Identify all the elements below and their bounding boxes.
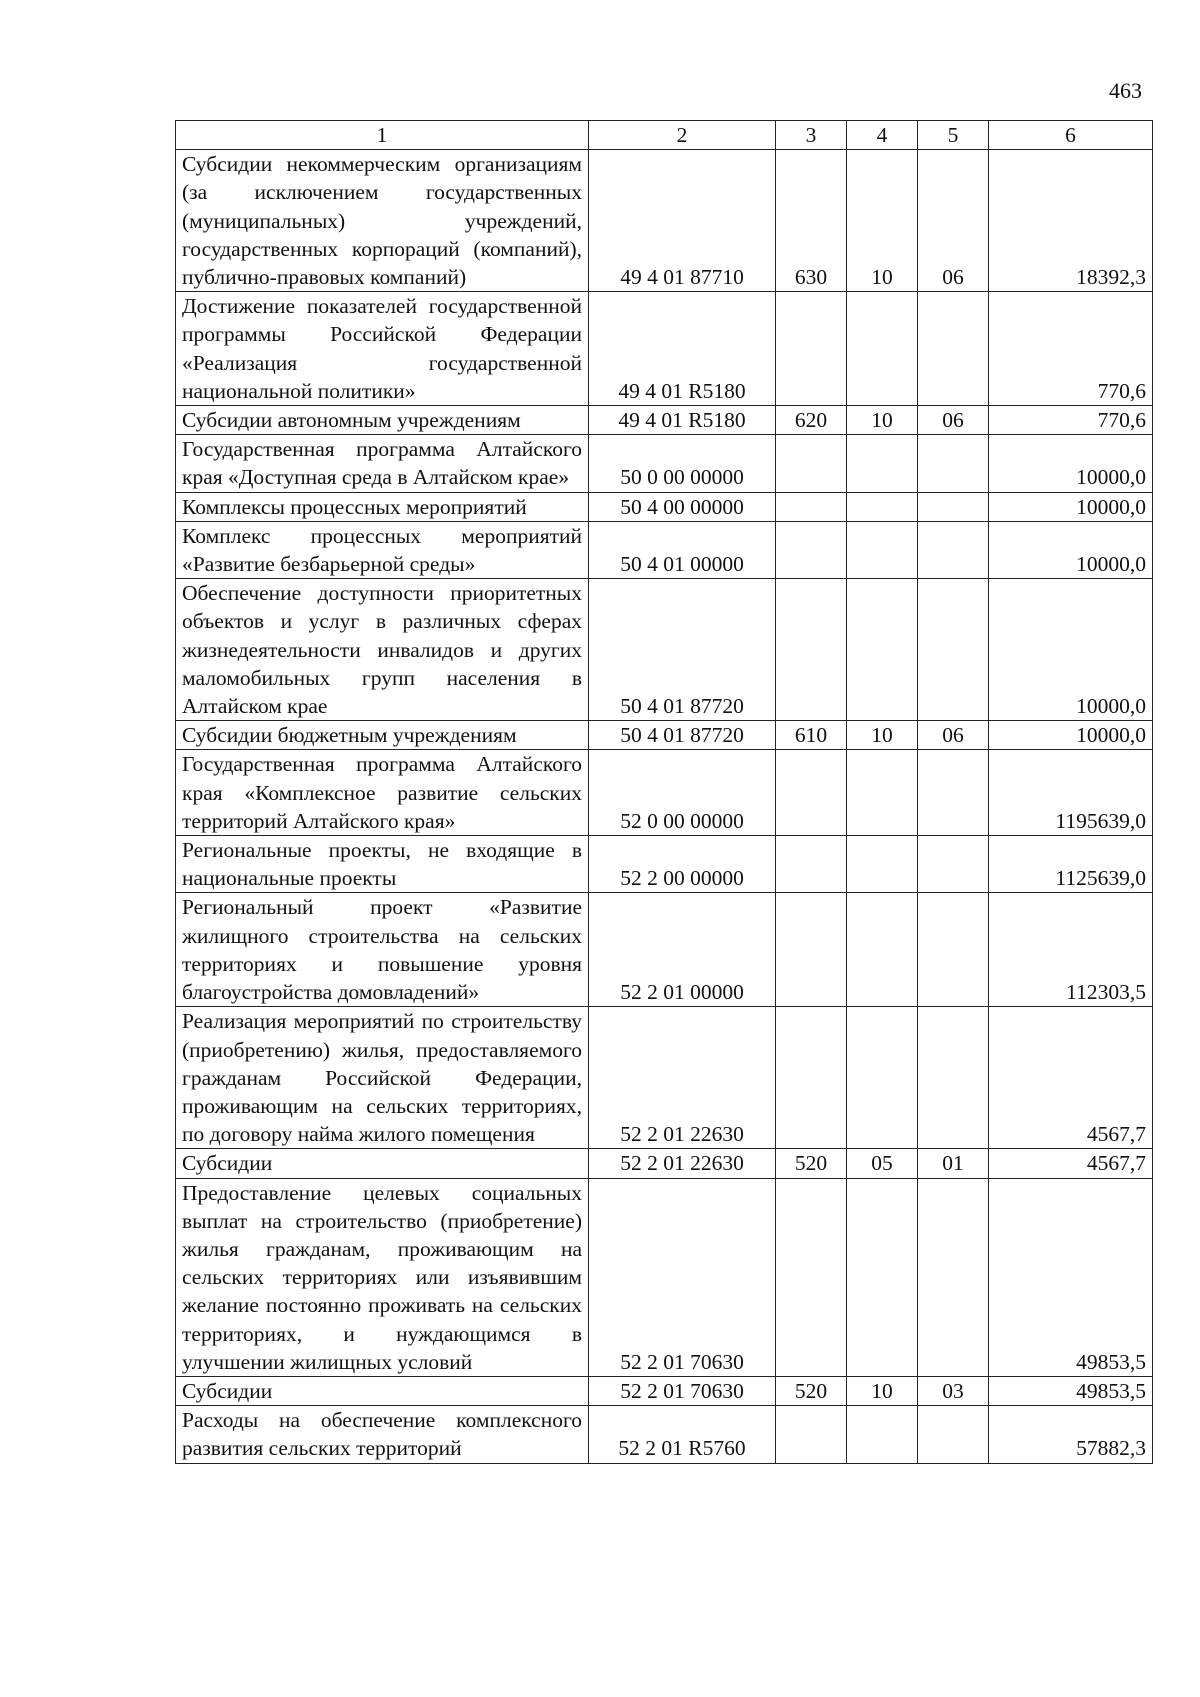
row-column5-cell	[918, 750, 989, 836]
table-row	[176, 579, 1153, 721]
row-amount-cell: 10000,0	[989, 521, 1153, 578]
row-code-cell: 52 0 00 00000	[589, 750, 776, 836]
row-column4-cell	[847, 1178, 918, 1376]
row-column4-cell	[847, 521, 918, 578]
row-column4-cell	[847, 1007, 918, 1149]
table-header	[176, 121, 1153, 150]
row-code-cell: 52 2 01 22630	[589, 1149, 776, 1178]
column-header-1: 1	[176, 121, 589, 150]
row-column5-cell	[918, 435, 989, 492]
table-row	[176, 492, 1153, 521]
row-name-cell: Расходы на обеспечение комплексного развития сельских территорий	[176, 1406, 589, 1463]
row-column4-cell	[847, 292, 918, 406]
row-name-cell: Обеспечение доступности приоритетных объектов и услуг в различных сферах жизнедеятельности инвалидов и других маломобильных групп населения в Алтайском крае	[176, 579, 589, 721]
row-amount-cell: 770,6	[989, 406, 1153, 435]
table-row	[176, 292, 1153, 406]
row-column5-cell: 03	[918, 1376, 989, 1405]
row-column4-cell	[847, 579, 918, 721]
row-column3-cell	[776, 893, 847, 1007]
row-column3-cell	[776, 579, 847, 721]
row-column5-cell	[918, 1406, 989, 1463]
row-column3-cell: 520	[776, 1376, 847, 1405]
row-column3-cell: 520	[776, 1149, 847, 1178]
row-code-cell: 49 4 01 87710	[589, 150, 776, 292]
row-name-cell: Комплексы процессных мероприятий	[176, 492, 589, 521]
row-code-cell: 50 0 00 00000	[589, 435, 776, 492]
row-column4-cell: 10	[847, 150, 918, 292]
column-header-5: 5	[918, 121, 989, 150]
row-column5-cell	[918, 1007, 989, 1149]
row-column3-cell	[776, 836, 847, 893]
row-column4-cell	[847, 1406, 918, 1463]
row-code-cell: 50 4 01 87720	[589, 579, 776, 721]
row-amount-cell: 10000,0	[989, 721, 1153, 750]
row-column4-cell	[847, 836, 918, 893]
row-code-cell: 50 4 01 00000	[589, 521, 776, 578]
table-row	[176, 150, 1153, 292]
row-column3-cell	[776, 1178, 847, 1376]
row-column4-cell: 10	[847, 406, 918, 435]
row-column4-cell	[847, 492, 918, 521]
row-code-cell: 52 2 01 70630	[589, 1376, 776, 1405]
row-column3-cell	[776, 492, 847, 521]
row-column5-cell	[918, 492, 989, 521]
row-name-cell: Реализация мероприятий по строительству (приобретению) жилья, предоставляемого гражданам Российской Федерации, проживающим на сельских территориях, по договору найма жилого помещения	[176, 1007, 589, 1149]
table-row	[176, 1007, 1153, 1149]
row-amount-cell: 4567,7	[989, 1149, 1153, 1178]
row-code-cell: 52 2 01 R5760	[589, 1406, 776, 1463]
row-amount-cell: 1125639,0	[989, 836, 1153, 893]
row-name-cell: Субсидии бюджетным учреждениям	[176, 721, 589, 750]
row-name-cell: Региональные проекты, не входящие в национальные проекты	[176, 836, 589, 893]
row-column3-cell	[776, 1406, 847, 1463]
row-amount-cell: 1195639,0	[989, 750, 1153, 836]
table-row	[176, 1406, 1153, 1463]
row-column4-cell: 05	[847, 1149, 918, 1178]
row-name-cell: Субсидии	[176, 1376, 589, 1405]
table-row	[176, 836, 1153, 893]
header-row	[176, 121, 1153, 150]
table-row	[176, 893, 1153, 1007]
column-header-2: 2	[589, 121, 776, 150]
row-column5-cell: 06	[918, 150, 989, 292]
column-header-4: 4	[847, 121, 918, 150]
row-column3-cell: 620	[776, 406, 847, 435]
row-column3-cell	[776, 750, 847, 836]
row-code-cell: 49 4 01 R5180	[589, 406, 776, 435]
row-column4-cell	[847, 435, 918, 492]
row-name-cell: Предоставление целевых социальных выплат на строительство (приобретение) жилья гражданам, проживающим на сельских территориях или изъявившим желание постоянно проживать на сельских территориях, и нуждающимся в улучшении жилищных условий	[176, 1178, 589, 1376]
page-number: 463	[1109, 78, 1142, 103]
row-column5-cell	[918, 893, 989, 1007]
row-column5-cell: 01	[918, 1149, 989, 1178]
row-column5-cell	[918, 292, 989, 406]
table-row	[176, 1376, 1153, 1405]
row-column5-cell	[918, 836, 989, 893]
row-column5-cell: 06	[918, 406, 989, 435]
column-header-3: 3	[776, 121, 847, 150]
row-amount-cell: 57882,3	[989, 1406, 1153, 1463]
table-row	[176, 1178, 1153, 1376]
row-column4-cell	[847, 750, 918, 836]
budget-table	[175, 120, 1153, 1464]
row-code-cell: 49 4 01 R5180	[589, 292, 776, 406]
row-column3-cell	[776, 292, 847, 406]
row-name-cell: Комплекс процессных мероприятий «Развитие безбарьерной среды»	[176, 521, 589, 578]
row-code-cell: 52 2 01 00000	[589, 893, 776, 1007]
table-row	[176, 406, 1153, 435]
row-name-cell: Государственная программа Алтайского края «Комплексное развитие сельских территорий Алтайского края»	[176, 750, 589, 836]
row-column3-cell: 630	[776, 150, 847, 292]
row-code-cell: 50 4 01 87720	[589, 721, 776, 750]
row-column3-cell	[776, 1007, 847, 1149]
table-row	[176, 750, 1153, 836]
table-row	[176, 721, 1153, 750]
row-amount-cell: 4567,7	[989, 1007, 1153, 1149]
row-name-cell: Достижение показателей государственной программы Российской Федерации «Реализация государственной национальной политики»	[176, 292, 589, 406]
row-code-cell: 50 4 00 00000	[589, 492, 776, 521]
row-amount-cell: 10000,0	[989, 492, 1153, 521]
table-body	[176, 150, 1153, 1463]
row-column4-cell: 10	[847, 1376, 918, 1405]
table-row	[176, 1149, 1153, 1178]
row-column5-cell	[918, 521, 989, 578]
row-name-cell: Субсидии автономным учреждениям	[176, 406, 589, 435]
row-amount-cell: 18392,3	[989, 150, 1153, 292]
table-row	[176, 435, 1153, 492]
row-code-cell: 52 2 01 70630	[589, 1178, 776, 1376]
row-code-cell: 52 2 00 00000	[589, 836, 776, 893]
row-column3-cell: 610	[776, 721, 847, 750]
row-column5-cell	[918, 579, 989, 721]
row-amount-cell: 10000,0	[989, 579, 1153, 721]
row-column4-cell: 10	[847, 721, 918, 750]
row-amount-cell: 10000,0	[989, 435, 1153, 492]
row-column3-cell	[776, 521, 847, 578]
row-amount-cell: 49853,5	[989, 1376, 1153, 1405]
row-column5-cell: 06	[918, 721, 989, 750]
row-amount-cell: 49853,5	[989, 1178, 1153, 1376]
row-amount-cell: 770,6	[989, 292, 1153, 406]
row-name-cell: Региональный проект «Развитие жилищного строительства на сельских территориях и повышение уровня благоустройства домовладений»	[176, 893, 589, 1007]
row-column3-cell	[776, 435, 847, 492]
row-column5-cell	[918, 1178, 989, 1376]
table-row	[176, 521, 1153, 578]
row-column4-cell	[847, 893, 918, 1007]
row-name-cell: Государственная программа Алтайского края «Доступная среда в Алтайском крае»	[176, 435, 589, 492]
column-header-6: 6	[989, 121, 1153, 150]
row-name-cell: Субсидии	[176, 1149, 589, 1178]
row-name-cell: Субсидии некоммерческим организациям (за исключением государственных (муниципальных) учреждений, государственных корпораций (компаний), публично-правовых компаний)	[176, 150, 589, 292]
row-amount-cell: 112303,5	[989, 893, 1153, 1007]
row-code-cell: 52 2 01 22630	[589, 1007, 776, 1149]
